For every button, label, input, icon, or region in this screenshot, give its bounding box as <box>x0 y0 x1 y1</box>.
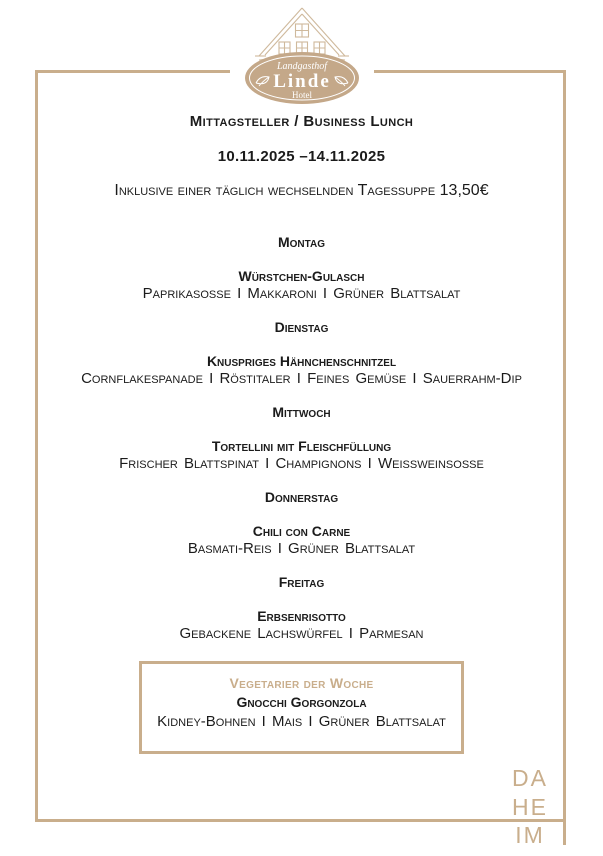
hotel-logo-graphic <box>232 5 372 105</box>
dish-sides: Gebackene Lachswürfel I Parmesan <box>179 625 424 642</box>
dish-sides: Cornflakespanade I Röstitaler I Feines Gemüse I Sauerrahm-Dip <box>81 370 522 387</box>
page-title: Mittagsteller / Business Lunch <box>189 113 414 130</box>
soup-note: Inklusive einer täglich wechselnden Tagessuppe 13,50€ <box>114 182 489 199</box>
daheim-line-2: HE <box>512 793 548 820</box>
dish-name: Erbsenrisotto <box>257 608 346 624</box>
dish-name: Würstchen-Gulasch <box>238 268 365 284</box>
page-border-overshoot <box>563 820 566 845</box>
daheim-line-3: IM <box>515 822 545 848</box>
day-name: Freitag <box>278 574 325 590</box>
vegetarian-box <box>139 661 464 754</box>
menu-content <box>0 113 603 754</box>
day-list <box>0 233 603 643</box>
day-name: Dienstag <box>274 319 329 335</box>
logo-text-hotel: Hotel <box>291 90 312 100</box>
dish-sides: Basmati-Reis I Grüner Blattsalat <box>187 540 416 557</box>
daheim-line-1: DA <box>512 765 548 791</box>
dish-name: Chili con Carne <box>252 523 351 539</box>
day-block-friday <box>0 573 603 643</box>
day-name: Donnerstag <box>264 489 339 505</box>
day-block-monday <box>0 233 603 303</box>
day-name: Mittwoch <box>272 404 331 420</box>
logo-text-landgasthof: Landgasthof <box>276 61 327 72</box>
dish-sides: Paprikasoße I Makkaroni I Grüner Blattsalat <box>142 285 461 302</box>
dish-name: Knuspriges Hähnchenschnitzel <box>206 353 397 369</box>
vegetarian-dish: Gnocchi Gorgonzola <box>236 694 367 710</box>
hotel-logo <box>230 5 374 105</box>
dish-name: Tortellini mit Fleischfüllung <box>211 438 392 454</box>
vegetarian-sides: Kidney-Bohnen I Mais I Grüner Blattsalat <box>157 713 446 730</box>
day-name: Montag <box>277 234 326 250</box>
daheim-logo <box>510 764 550 850</box>
day-block-thursday <box>0 488 603 558</box>
logo-text-linde: Linde <box>272 71 331 92</box>
date-range: 10.11.2025 –14.11.2025 <box>217 148 386 165</box>
day-block-tuesday <box>0 318 603 388</box>
dish-sides: Frischer Blattspinat I Champignons I Weißweinsoße <box>119 455 484 472</box>
day-block-wednesday <box>0 403 603 473</box>
vegetarian-title: Vegetarier der Woche <box>229 675 374 691</box>
